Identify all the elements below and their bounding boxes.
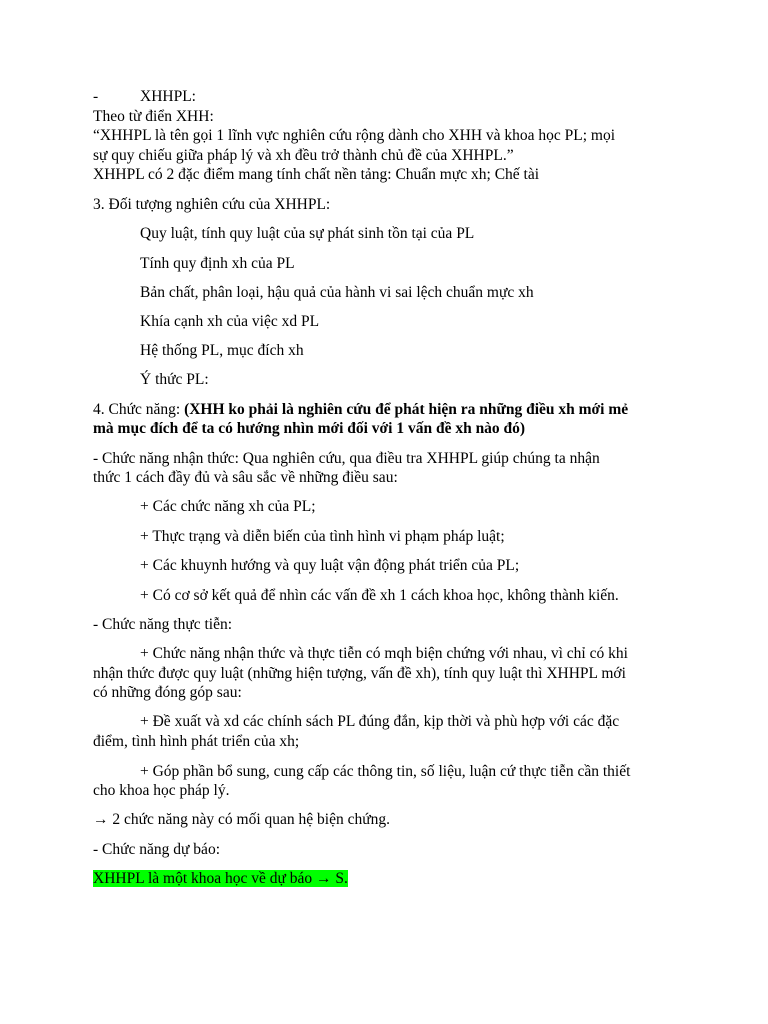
highlighted-text: XHHPL là một khoa học về dự báo → S.	[93, 870, 348, 887]
list-item: + Có cơ sở kết quả để nhìn các vấn đề xh 1 cách khoa học, không thành kiến.	[140, 587, 619, 604]
list-item: Bản chất, phân loại, hậu quả của hành vi sai lệch chuẩn mực xh	[140, 284, 534, 301]
list-item: Khía cạnh xh của việc xd PL	[140, 313, 320, 330]
section-title: 4. Chức năng:	[93, 401, 185, 418]
list-dash: -	[93, 88, 99, 105]
paragraph-line: nhận thức được quy luật (những hiện tượng, vấn đề xh), tính quy luật thì XHHPL mới	[93, 665, 626, 682]
paragraph-line: có những đóng góp sau:	[93, 684, 242, 701]
list-item: + Các chức năng xh của PL;	[140, 498, 316, 515]
paragraph-line: - Chức năng thực tiễn:	[93, 616, 233, 633]
paragraph-line: “XHHPL là tên gọi 1 lĩnh vực nghiên cứu rộng dành cho XHH và khoa học PL; mọi	[93, 127, 616, 144]
list-item: Tính quy định xh của PL	[140, 255, 295, 272]
heading-xhhpl: XHHPL:	[140, 88, 196, 105]
paragraph-line: sự quy chiếu giữa pháp lý và xh đều trở thành chủ đề của XHHPL.”	[93, 147, 514, 164]
paragraph-line: cho khoa học pháp lý.	[93, 782, 230, 799]
paragraph-line: Theo từ điển XHH:	[93, 108, 214, 125]
list-item: + Thực trạng và diễn biến của tình hình vi phạm pháp luật;	[140, 528, 505, 545]
section-heading: 3. Đối tượng nghiên cứu của XHHPL:	[93, 196, 331, 213]
bold-note: mà mục đích để ta có hướng nhìn mới đối với 1 vấn đề xh nào đó)	[93, 420, 526, 437]
list-item: + Đề xuất và xd các chính sách PL đúng đắn, kịp thời và phù hợp với các đặc	[140, 713, 620, 730]
paragraph-line: - Chức năng dự báo:	[93, 841, 220, 858]
paragraph-line: điểm, tình hình phát triển của xh;	[93, 733, 300, 750]
list-item: + Các khuynh hướng và quy luật vận động phát triển của PL;	[140, 557, 520, 574]
paragraph-line: → 2 chức năng này có mối quan hệ biện chứng.	[93, 811, 391, 828]
section-heading	[93, 400, 628, 420]
list-item: + Góp phần bổ sung, cung cấp các thông tin, số liệu, luận cứ thực tiễn cần thiết	[140, 763, 631, 780]
list-item: + Chức năng nhận thức và thực tiễn có mqh biện chứng với nhau, vì chỉ có khi	[140, 645, 628, 662]
paragraph-line: XHHPL có 2 đặc điểm mang tính chất nền tảng: Chuẩn mực xh; Chế tài	[93, 166, 540, 183]
list-item: Hệ thống PL, mục đích xh	[140, 342, 304, 359]
list-item: Ý thức PL:	[140, 371, 209, 388]
paragraph-line: thức 1 cách đầy đủ và sâu sắc về những điều sau:	[93, 469, 398, 486]
list-item: Quy luật, tính quy luật của sự phát sinh tồn tại của PL	[140, 225, 475, 242]
bold-note: (XHH ko phải là nghiên cứu để phát hiện ra những điều xh mới mẻ	[184, 401, 629, 418]
highlighted-line	[93, 869, 348, 889]
paragraph-line: - Chức năng nhận thức: Qua nghiên cứu, qua điều tra XHHPL giúp chúng ta nhận	[93, 450, 600, 467]
